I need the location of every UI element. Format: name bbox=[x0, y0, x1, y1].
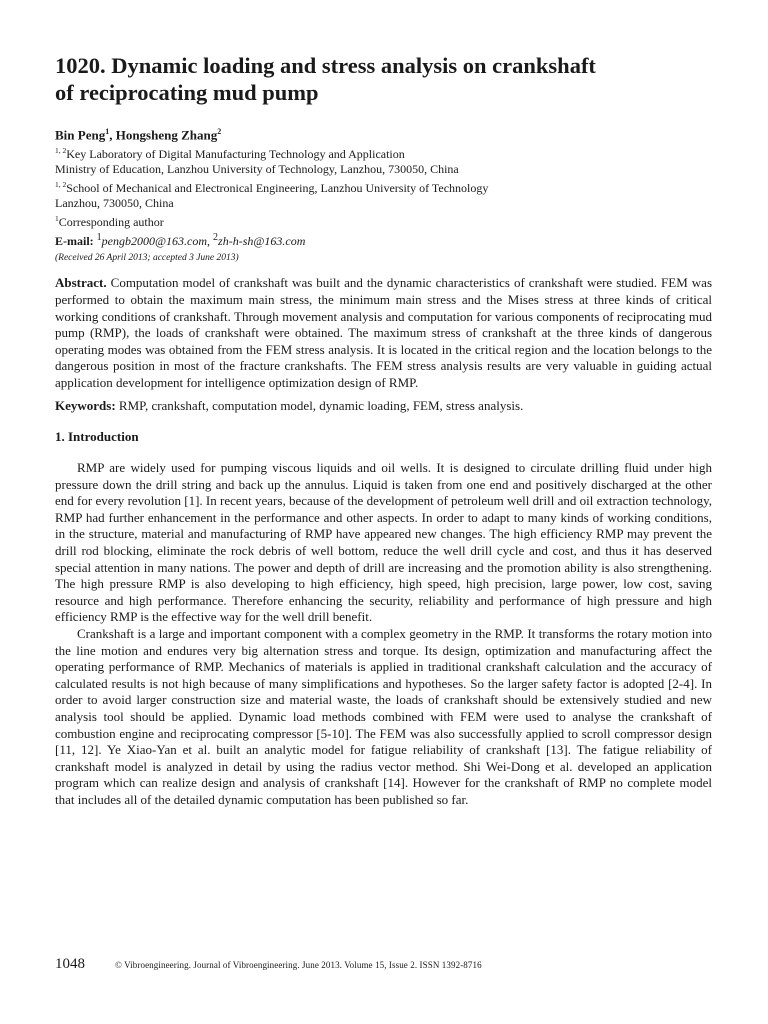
affiliations bbox=[55, 143, 712, 230]
affiliation-text: Ministry of Education, Lanzhou University of Technology, Lanzhou, 730050, China bbox=[55, 162, 459, 177]
affiliation-text: Lanzhou, 730050, China bbox=[55, 196, 174, 211]
affiliation-line bbox=[55, 143, 712, 162]
affiliation-text: School of Mechanical and Electronical Engineering, Lanzhou University of Technology bbox=[66, 181, 489, 196]
author-separator: , bbox=[109, 127, 116, 143]
author-name: Hongsheng Zhang bbox=[115, 127, 218, 143]
article bbox=[55, 52, 712, 809]
affiliation-sup: 1, 2 bbox=[55, 180, 67, 190]
author-list bbox=[55, 124, 712, 143]
page-footer bbox=[55, 956, 715, 973]
affiliation-line bbox=[55, 162, 712, 177]
title-line-2: of reciprocating mud pump bbox=[55, 80, 319, 105]
email-address[interactable]: pengb2000@163.com bbox=[101, 234, 208, 249]
author-sup: 2 bbox=[217, 127, 222, 136]
affiliation-line bbox=[55, 177, 712, 196]
article-title bbox=[55, 52, 712, 106]
section-heading: 1. Introduction bbox=[55, 429, 139, 445]
affiliation-sup: 1, 2 bbox=[55, 146, 67, 156]
email-address[interactable]: zh-h-sh@163.com bbox=[218, 234, 306, 249]
affiliation-line bbox=[55, 196, 712, 211]
journal-citation: © Vibroengineering. Journal of Vibroengineering. June 2013. Volume 15, Issue 2. ISSN 1392-8716 bbox=[115, 960, 482, 970]
page-number: 1048 bbox=[55, 956, 85, 972]
email-sup: 2 bbox=[213, 232, 219, 244]
body-paragraph: Crankshaft is a large and important component with a complex geometry in the RMP. It transforms the rotary motion into the line motion and endures very big alternation stress and torque. Its design, optimization and manufacturing affect the operating performance of RMP. Mechanics of materials is applied in traditional crankshaft calculation and the accuracy of calculated results is not high because of many simplifications and hypotheses. So the larger safety factor is adopted [2-4]. In order to avoid larger construction size and material waste, the loads of crankshaft should be extensively studied and new analysis tool should be applied. Dynamic load methods combined with FEM were used to analyse the crankshaft of combustion engine and reciprocating compressor [5-10]. The FEM was also successfully applied to scroll compressor design [11, 12]. Ye Xiao-Yan et al. built an analytic model for fatigue reliability of crankshaft [13]. The fatigue reliability of crankshaft model is analyzed in detail by using the radius vector method. Shi Wei-Dong et al. developed an application program which can realize design and analysis of crankshaft [14]. However for the crankshaft of RMP no complete model that includes all of the detailed dynamic computation has been published so far. bbox=[55, 626, 712, 807]
email-sup: 1 bbox=[96, 232, 102, 244]
received-dates: (Received 26 April 2013; accepted 3 June 2013) bbox=[55, 253, 239, 264]
title-line-1: 1020. Dynamic loading and stress analysis on crankshaft bbox=[55, 53, 596, 78]
email-line bbox=[55, 230, 712, 249]
abstract-text: Computation model of crankshaft was built and the dynamic characteristics of crankshaft were studied. FEM was performed to obtain the maximum main stress, the minimum main stress and the Mises stress at three kinds of critical working conditions of crankshaft. Through movement analysis and computation for various components of reciprocating mud pump (RMP), the loads of crankshaft were obtained. The maximum stress of crankshaft at the three kinds of dangerous operating modes was obtained from the FEM stress analysis. It is located in the critical region and the location belongs to the dangerous position in most of the fracture crankshafts. The FEM stress analysis results are very valuable in guiding actual application development for intelligence optimization design of RMP. bbox=[55, 275, 712, 390]
author-sup: 1 bbox=[105, 127, 110, 136]
affiliation-text: Corresponding author bbox=[58, 215, 164, 230]
author-name: Bin Peng bbox=[55, 127, 106, 143]
keywords-text: RMP, crankshaft, computation model, dynamic loading, FEM, stress analysis. bbox=[115, 398, 524, 414]
keywords-label: Keywords: bbox=[55, 398, 116, 414]
affiliation-sup: 1 bbox=[55, 214, 59, 224]
abstract-label: Abstract. bbox=[55, 275, 107, 291]
keywords bbox=[55, 398, 712, 415]
email-separator: , bbox=[207, 234, 214, 249]
affiliation-text: Key Laboratory of Digital Manufacturing Technology and Application bbox=[66, 147, 405, 162]
email-label: E-mail: bbox=[55, 234, 97, 249]
abstract bbox=[55, 275, 712, 391]
body-paragraph: RMP are widely used for pumping viscous liquids and oil wells. It is designed to circulate drilling fluid under high pressure down the drill string and back up the annulus. Liquid is taken from one end and positively discharged at the other end for every revolution [1]. In recent years, because of the development of petroleum well drill and oil extraction technology, RMP had further enhancement in the performance and other aspects. In order to adapt to many kinds of working conditions, in the structure, material and manufacturing of RMP have appeared new changes. The high efficiency RMP may prevent the drill rod blocking, eliminate the rock debris of well bottom, reduce the well drill cycle and cost, and thus it has deserved special attention in many nations. The power and depth of drill are increasing and the promotion ability is also strengthening. The high pressure RMP is also developing to high efficiency, high speed, high precision, large power, low cost, saving resource and high performance. Therefore enhancing the security, reliability and performance of high pressure and high efficiency RMP is the effective way for the well drill benefit. bbox=[55, 460, 712, 625]
affiliation-line bbox=[55, 211, 712, 230]
